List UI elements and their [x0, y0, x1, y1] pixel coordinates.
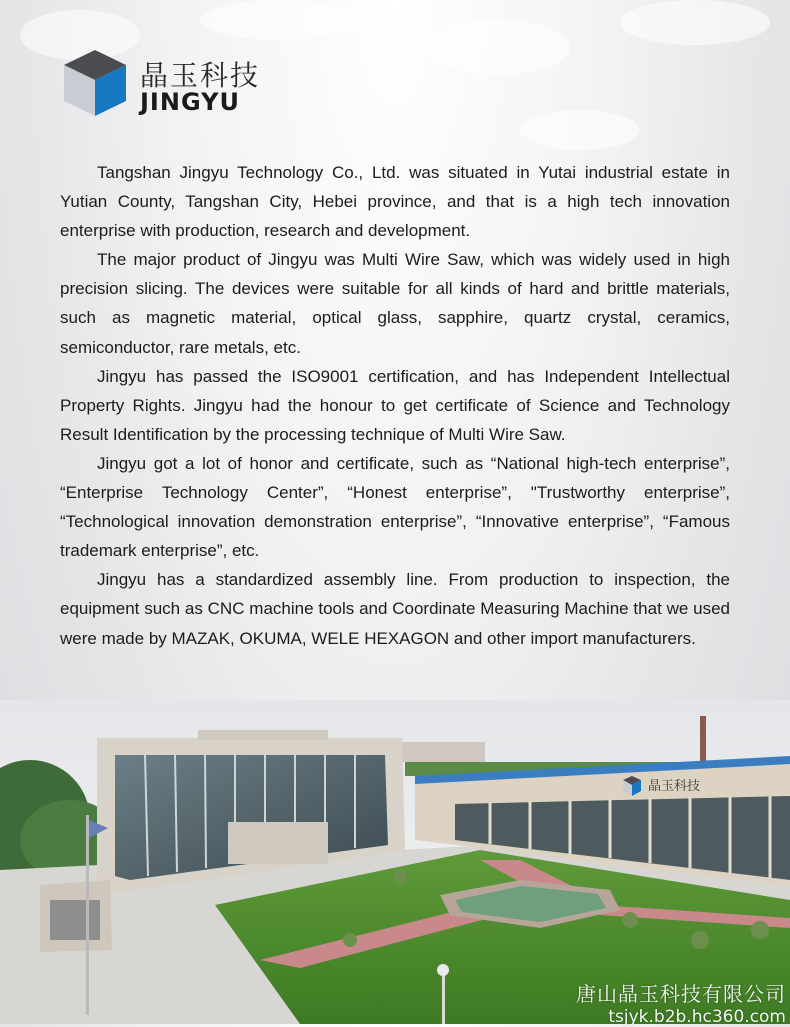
paragraph-assembly-line: Jingyu has a standardized assembly line. From production to inspection, the equipment such as CNC machine tools and Coordinate Measuring Machine that we used were made by MAZAK, OKUMA, WELE HEXAGON and other import manufacturers.	[60, 570, 730, 648]
factory-photo	[0, 700, 790, 1024]
paragraph-product: The major product of Jingyu was Multi Wire Saw, which was widely used in high precision slicing. The devices were suitable for all kinds of hard and brittle materials, such as magnetic material, optical glass, sapphire, quartz crystal, ceramics, semiconductor, rare metals, etc.	[60, 250, 730, 357]
factory-campus-image	[0, 700, 790, 1024]
logo-chinese-name: 晶玉科技	[140, 59, 261, 92]
background-bubble	[430, 20, 570, 75]
watermark-url: tsjyk.b2b.hc360.com	[608, 1007, 786, 1027]
building-sign-text: 晶玉科技	[648, 779, 701, 794]
watermark-company: 唐山晶玉科技有限公司	[576, 982, 786, 1006]
paragraph-intro: Tangshan Jingyu Technology Co., Ltd. was situated in Yutai industrial estate in Yutian County, Tangshan City, Hebei province, and that is a high tech innovation enterprise with production, research and development.	[60, 163, 730, 241]
company-logo	[60, 48, 300, 118]
background-bubble	[200, 0, 360, 40]
background-bubble	[620, 0, 770, 45]
background-bubble	[520, 110, 640, 150]
cube-logo-icon	[60, 48, 130, 118]
company-description	[60, 158, 730, 653]
paragraph-certification: Jingyu has passed the ISO9001 certification, and has Independent Intellectual Property Rights. Jingyu had the honour to get certificate of Science and Technology Result Identification by the processing technique of Multi Wire Saw.	[60, 366, 730, 444]
watermark	[576, 978, 786, 1027]
logo-english-name: JINGYU	[140, 88, 240, 116]
paragraph-honors: Jingyu got a lot of honor and certificate, such as “National high-tech enterprise”, “Enterprise Technology Center”, “Honest enterprise”, "Trustworthy enterprise”, “Technological innovation demonstration enterprise”, “Innovative enterprise”, “Famous trademark enterprise”, etc.	[60, 453, 730, 561]
